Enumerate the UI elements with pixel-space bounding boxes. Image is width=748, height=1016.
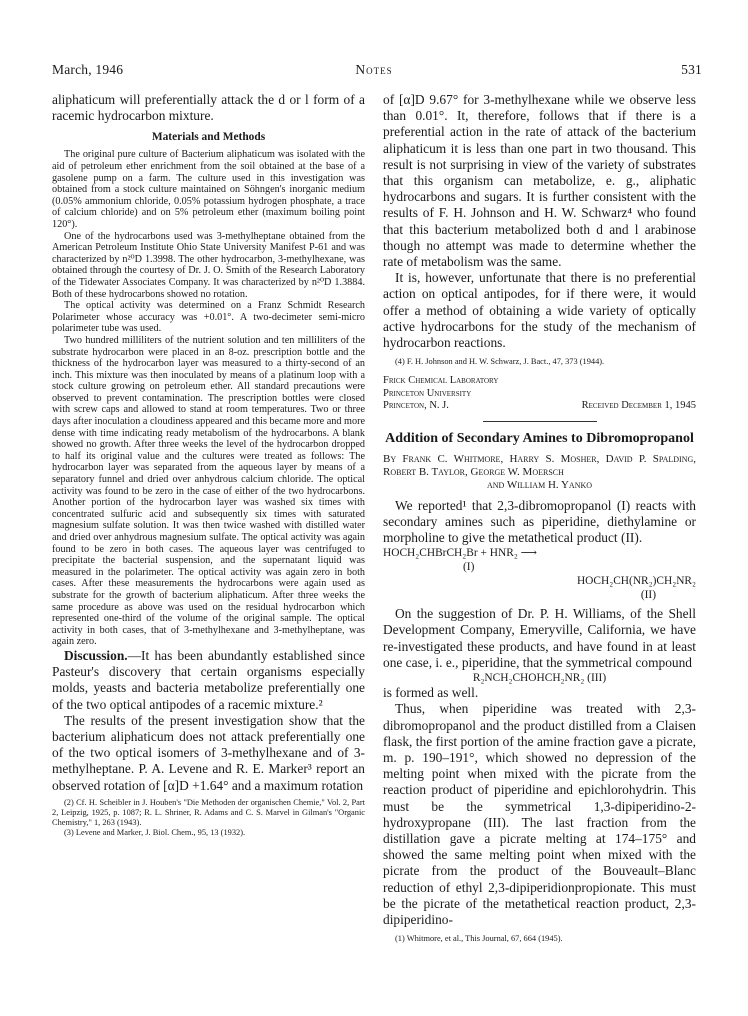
address-line: Princeton, N. J. <box>383 400 449 412</box>
body-paragraph: of [α]D 9.67° for 3-methylhexane while we observe less than 0.01°. It, therefore, follows that if there is a preferential action in the rate of attack of the bacterium aliphaticum it is less than one part in two thousand. This result is not surprising in view of the variety of substrates that this organism can metabolize, e. g., aliphatic hydrocarbons and sugars. It is further consistent with the results of F. H. Johnson and H. W. Schwarz⁴ who found that this bacterium metabolized both d and l arabinose though no attempt was made to determine whether the rate of metabolism was the same. <box>383 92 696 270</box>
discussion-run-in-head: Discussion. <box>64 647 128 663</box>
running-header-section: Notes <box>355 62 393 77</box>
address-line: Princeton University <box>383 387 472 399</box>
page-number: 531 <box>681 62 702 77</box>
footnote-1: (1) Whitmore, et al., This Journal, 67, 664 (1945). <box>395 934 563 944</box>
methods-paragraph: One of the hydrocarbons used was 3-methylheptane obtained from the American Petroleum Institute Ohio State University Manifest P-61 and was characterized by n²⁰D 1.3998. The other hydrocarbon, 3-methylhexane, was obtained through the courtesy of Dr. J. O. Smith of the Research Laboratory of the Tidewater Associates Company. It was characterized by n²⁰D 1.3884. Both of these hydrocarbons showed no rotation. <box>52 230 365 300</box>
methods-paragraph: Two hundred milliliters of the nutrient solution and ten milliliters of the substrate hydrocarbon were placed in an 8-oz. prescription bottle and the thickness of the hydrocarbon layer was measured to a thirty-second of an inch. This mixture was then inoculated by means of a platinum loop with a stock culture growing on petroleum ether. All standard precautions were observed to prevent contamination. The prescription bottles were closed with screw caps and allowed to stand at room temperatures. Two or three days after inoculation a cloudiness appeared and this became more and more dense with time indicating ready metabolism of the hydrocarbons. A blank showed no growth. After three weeks the level of the hydrocarbon dropped to half its original value and the cultures were treated as follows: The hydrocarbon layer was separated from the aqueous layer by means of a separatory funnel and dried over anhydrous calcium chloride. The optical activity was found to be zero in the case of either of the two hydrocarbons. Another portion of the hydrocarbon layer was washed six times with concentrated sulfuric acid and subsequently six times with saturated magnesium sulfate solution. It was then twice washed with distilled water and dried over anhydrous magnesium sulfate. The optical activity was again found to be zero in both cases. The aqueous layer was centrifuged to precipitate the bacterial suspension, and the supernatant liquid was measured in the polarimeter. The optical activity was again zero in both cases. After these measurements the hydrocarbons were again used as substrate for the growth of bacterium aliphaticum. After three weeks the same procedure as above was used on the residual hydrocarbon which represented one-third of the volume of the original sample. The optical activity in both cases, that of 3-methylhexane and 3-methylheptane, was again zero. <box>52 334 365 648</box>
body-paragraph: It is, however, unfortunate that there is no preferential action on optical antipodes, for if there were, it would offer a method of obtaining a wide variety of optically active hydrocarbons for the study of the mechanism of hydrocarbon reactions. <box>383 270 696 351</box>
address-line: Frick Chemical Laboratory <box>383 375 499 387</box>
compound-formula: R₂NCH₂CHOHCH₂NR₂ (III) <box>472 672 607 685</box>
running-header-date: March, 1946 <box>52 62 124 77</box>
discussion-paragraph: The results of the present investigation show that the bacterium aliphaticum does not attack preferentially one of the two optical isomers of 3-methylhexane and of 3-methylheptane. P. A. Levene and R. E. Marker³ report an observed rotation of [α]D +1.64° and a maximum rotation <box>52 712 365 793</box>
methods-paragraph: The optical activity was determined on a Franz Schmidt Research Polarimeter whose accuracy was +0.01°. A two-decimeter semi-micro polarimeter tube was used. <box>52 300 365 335</box>
author-list: By Frank C. Whitmore, Harry S. Mosher, David P. Spalding, Robert B. Taylor, George W. Moersch <box>383 452 696 478</box>
received-date: Received December 1, 1945 <box>581 400 696 412</box>
equation-label: (II) <box>640 589 656 602</box>
body-paragraph: Thus, when piperidine was treated with 2,3-dibromopropanol and the product distilled from a Claisen flask, the first portion of the amine fraction gave a picrate, m. p. 190–191°, which showed no depression of the melting point when mixed with the picrate from the reaction product of piperidine and epichlorohydrin. This must be the symmetrical 1,3-dipiperidino-2-hydroxypropane (III). The last fraction from the distillation gave a picrate melting at 174–175° and showed the same melting point when mixed with the picrate from the product of the Bouveault–Blanc reduction of ethyl 2,3-dipiperidionpropionate. This must be the picrate of the metathetical reaction product, 2,3-dipiperidino- <box>383 701 696 927</box>
address-block <box>383 375 696 412</box>
section-heading-materials: Materials and Methods <box>151 131 266 144</box>
right-column <box>383 92 696 944</box>
equation-product: HOCH₂CH(NR₂)CH₂NR₂ <box>576 575 696 588</box>
discussion-text: —It has been abundantly established since Pasteur's discovery that certain organisms especially molds, yeasts and bacteria metabolize preferentially one of the two optical antipodes of a racemic mixture.² <box>52 647 365 712</box>
article-title: Addition of Secondary Amines to Dibromopropanol <box>385 430 694 446</box>
footnote-3: (3) Levene and Marker, J. Biol. Chem., 95, 13 (1932). <box>64 828 246 838</box>
author-byline <box>383 453 696 492</box>
body-paragraph: is formed as well. <box>383 685 479 701</box>
reaction-equation <box>383 546 696 602</box>
methods-paragraph: The original pure culture of Bacterium aliphaticum was isolated with the aid of petroleum ether enrichment from the soil obtained at the base of a gasolene pump on a farm. The culture used in this investigation was obtained from a stock culture maintained on Söhngen's inorganic medium (0.05% ammonium chloride, 0.05% potassium hydrogen phosphate, a trace of calcium chloride) and on 5% petroleum ether (maximum boiling point 120°). <box>52 149 365 230</box>
footnote-4: (4) F. H. Johnson and H. W. Schwarz, J. Bact., 47, 373 (1944). <box>395 357 605 367</box>
body-paragraph: On the suggestion of Dr. P. H. Williams, of the Shell Development Company, Emeryville, California, we have re-investigated these products, and have found in at least one case, i. e., piperidine, that the symmetrical compound <box>383 606 696 670</box>
intro-paragraph: aliphaticum will preferentially attack the d or l form of a racemic hydrocarbon mixture. <box>52 92 365 124</box>
author-list-last: and William H. Yanko <box>486 478 593 491</box>
footnote-2: (2) Cf. H. Scheibler in J. Houben's "Die Methoden der organischen Chemie," Vol. 2, Part 2, Leipzig, 1925, p. 1087; R. L. Shriner, R. Adams and C. S. Marvel in Gilman's "Organic Chemistry," 1, 263 (1943). <box>52 797 365 828</box>
discussion-paragraph <box>52 648 365 713</box>
left-column <box>52 92 365 839</box>
body-paragraph: We reported¹ that 2,3-dibromopropanol (I) reacts with secondary amines such as piperidine, diethylamine or morpholine to give the metathetical product (II). <box>383 497 696 546</box>
equation-reactants: HOCH₂CHBrCH₂Br + HNR₂ ⟶ <box>383 547 537 560</box>
equation-label: (I) <box>463 561 475 574</box>
